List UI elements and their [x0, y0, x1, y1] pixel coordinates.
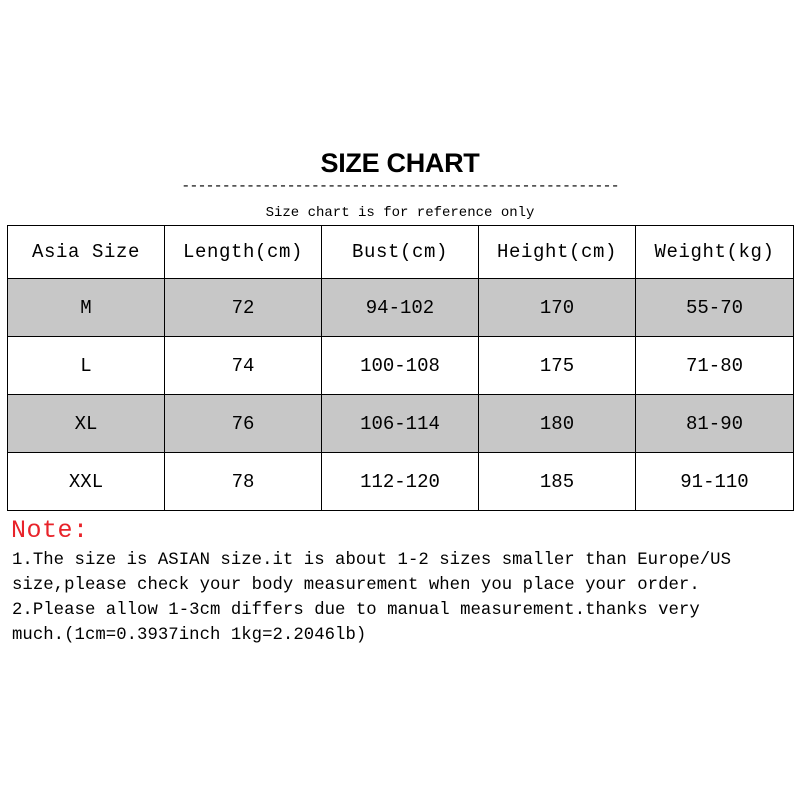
note-line: 1.The size is ASIAN size.it is about 1-2 sizes smaller than Europe/US [12, 551, 732, 570]
table-cell: 185 [479, 453, 636, 511]
page-title: SIZE CHART [320, 148, 480, 178]
table-cell: XXL [8, 453, 165, 511]
table-cell: 91-110 [636, 453, 794, 511]
table-cell: 78 [165, 453, 322, 511]
table-cell: 72 [165, 279, 322, 337]
table-cell: XL [8, 395, 165, 453]
table-row [8, 395, 794, 453]
header-bust: Bust(cm) [322, 226, 479, 279]
header-height: Height(cm) [479, 226, 636, 279]
table-cell: 175 [479, 337, 636, 395]
note-line: 2.Please allow 1-3cm differs due to manual measurement.thanks very [12, 601, 700, 620]
size-table [7, 225, 794, 511]
table-cell: 100-108 [322, 337, 479, 395]
table-cell: 106-114 [322, 395, 479, 453]
table-header-row [8, 226, 794, 279]
table-cell: M [8, 279, 165, 337]
header-length: Length(cm) [165, 226, 322, 279]
table-cell: 81-90 [636, 395, 794, 453]
table-cell: 94-102 [322, 279, 479, 337]
reference-subtitle: Size chart is for reference only [265, 205, 535, 221]
note-line: size,please check your body measurement when you place your order. [12, 576, 700, 595]
table-cell: 71-80 [636, 337, 794, 395]
note-label: Note: [11, 516, 89, 545]
table-row [8, 453, 794, 511]
note-line: much.(1cm=0.3937inch 1kg=2.2046lb) [12, 626, 367, 645]
table-cell: 170 [479, 279, 636, 337]
table-row [8, 279, 794, 337]
header-weight: Weight(kg) [636, 226, 794, 279]
dashed-divider: ------------------------------------------------------ [181, 178, 619, 195]
table-cell: 55-70 [636, 279, 794, 337]
table-cell: 112-120 [322, 453, 479, 511]
header-asia-size: Asia Size [8, 226, 165, 279]
table-row [8, 337, 794, 395]
table-cell: L [8, 337, 165, 395]
table-cell: 180 [479, 395, 636, 453]
table-cell: 74 [165, 337, 322, 395]
table-cell: 76 [165, 395, 322, 453]
